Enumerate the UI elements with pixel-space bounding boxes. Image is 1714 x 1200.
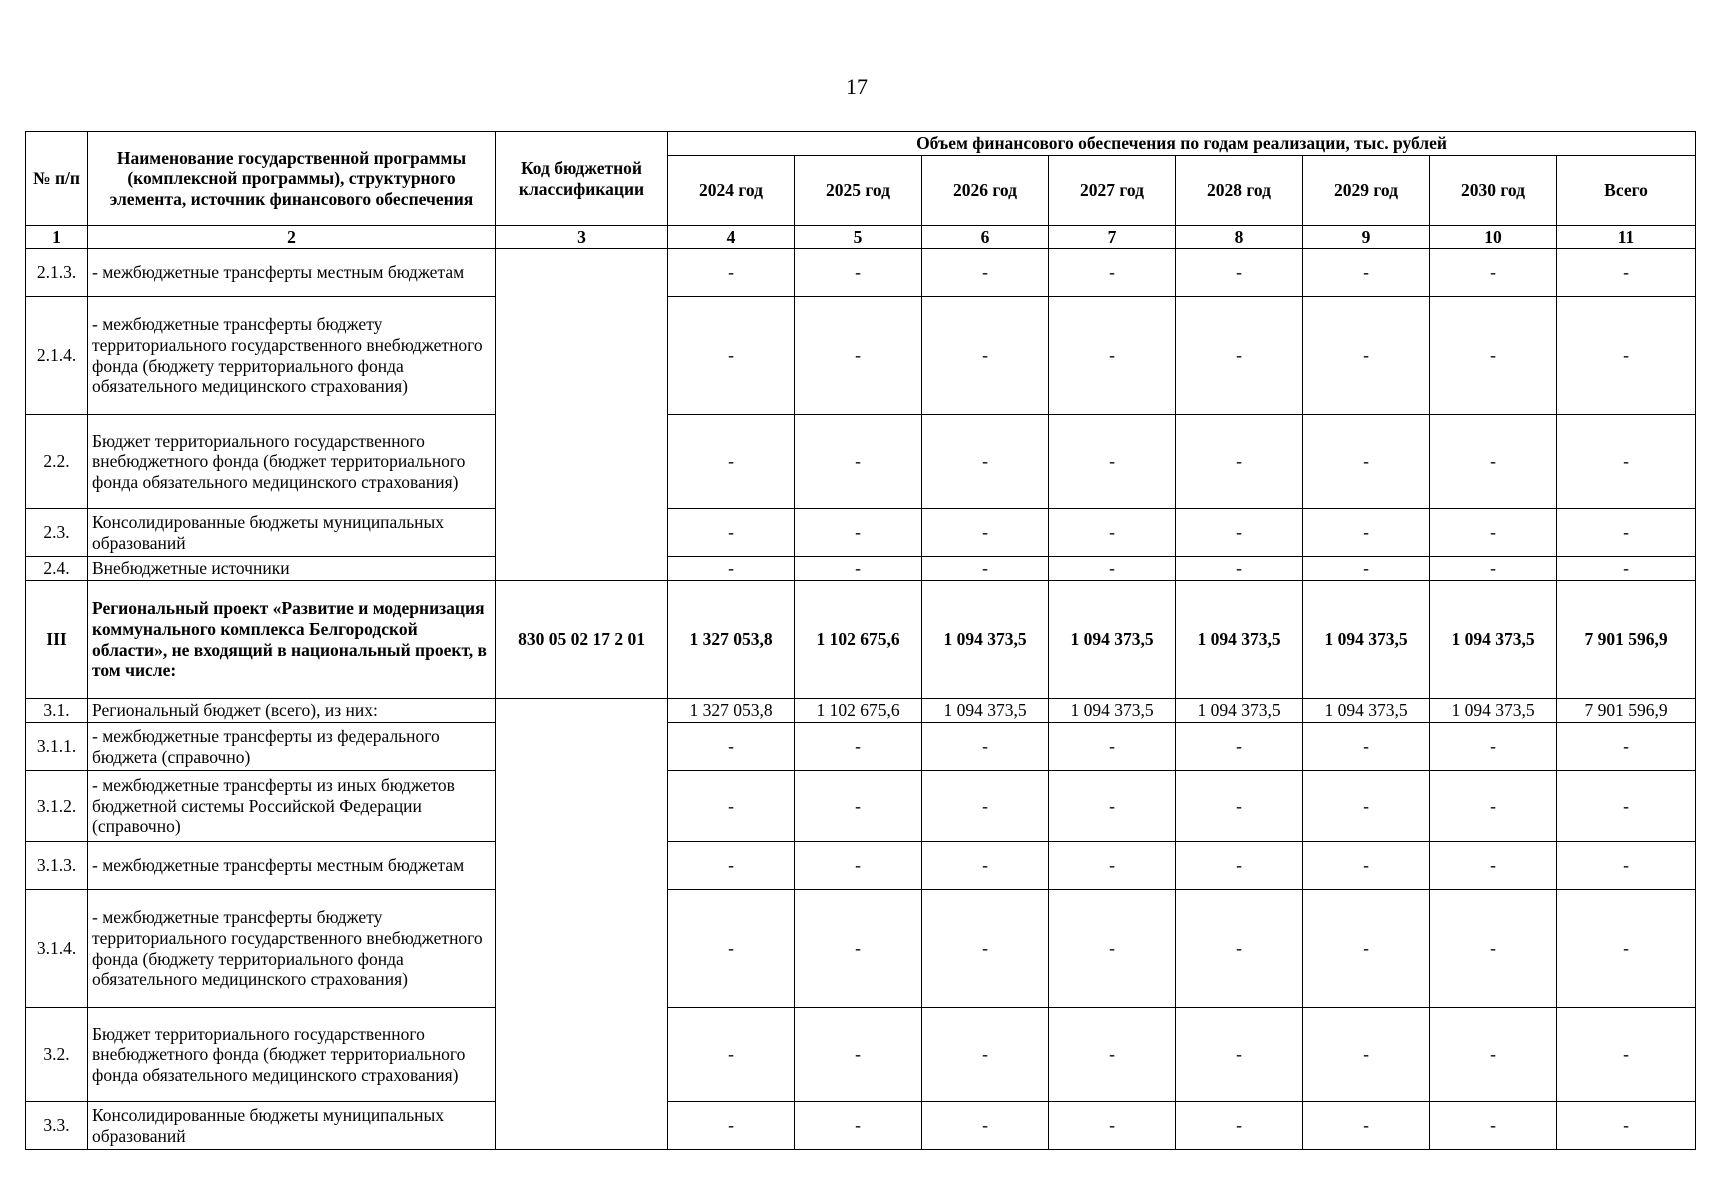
row-name: - межбюджетные трансферты бюджету территориального государственного внебюджетного фонда (бюджету территориального фонда обязательного медицинского страхования)	[88, 890, 496, 1008]
header-year: 2025 год	[795, 156, 922, 226]
row-value: -	[1049, 297, 1176, 415]
row-value: -	[795, 509, 922, 557]
row-value: 7 901 596,9	[1557, 699, 1696, 723]
row-value: -	[1049, 842, 1176, 890]
column-number: 6	[922, 226, 1049, 249]
row-value: -	[1557, 509, 1696, 557]
row-name: Бюджет территориального государственного внебюджетного фонда (бюджет территориального фонда обязательного медицинского страхования)	[88, 1008, 496, 1102]
row-value: -	[795, 1008, 922, 1102]
row-value: -	[1049, 249, 1176, 297]
header-year: 2028 год	[1176, 156, 1303, 226]
row-value: 1 094 373,5	[1303, 699, 1430, 723]
header-volume: Объем финансового обеспечения по годам реализации, тыс. рублей	[668, 132, 1696, 156]
row-value: -	[1303, 509, 1430, 557]
row-name: Внебюджетные источники	[88, 557, 496, 581]
header-total: Всего	[1557, 156, 1696, 226]
header-year: 2026 год	[922, 156, 1049, 226]
row-value: 1 094 373,5	[1176, 699, 1303, 723]
row-value: -	[1557, 1102, 1696, 1150]
row-value: -	[1176, 890, 1303, 1008]
row-value: -	[922, 1102, 1049, 1150]
row-value: -	[922, 771, 1049, 842]
row-value: -	[795, 557, 922, 581]
row-value: -	[1557, 415, 1696, 509]
row-value: -	[1557, 723, 1696, 771]
row-value: -	[922, 557, 1049, 581]
row-value: -	[1430, 842, 1557, 890]
row-value: -	[922, 297, 1049, 415]
row-value: -	[1430, 771, 1557, 842]
row-number: 3.2.	[26, 1008, 88, 1102]
row-value: -	[795, 297, 922, 415]
row-value: -	[1176, 249, 1303, 297]
row-value: 1 102 675,6	[795, 581, 922, 699]
column-number: 9	[1303, 226, 1430, 249]
row-value: -	[668, 1008, 795, 1102]
row-value: -	[1557, 890, 1696, 1008]
budget-table	[25, 131, 1696, 1150]
row-number: 3.1.1.	[26, 723, 88, 771]
row-value: 1 327 053,8	[668, 699, 795, 723]
row-value: -	[1303, 1102, 1430, 1150]
row-value: -	[795, 1102, 922, 1150]
row-value: -	[1049, 557, 1176, 581]
row-value: -	[1303, 723, 1430, 771]
row-value: -	[1430, 1008, 1557, 1102]
row-value: -	[1176, 1102, 1303, 1150]
table-row	[26, 1102, 1696, 1150]
row-value: -	[922, 723, 1049, 771]
row-value: 7 901 596,9	[1557, 581, 1696, 699]
row-number: 2.1.4.	[26, 297, 88, 415]
row-value: -	[668, 723, 795, 771]
header-year: 2027 год	[1049, 156, 1176, 226]
row-value: 1 102 675,6	[795, 699, 922, 723]
row-value: -	[1557, 842, 1696, 890]
table-row	[26, 249, 1696, 297]
row-number: 2.4.	[26, 557, 88, 581]
header-num: № п/п	[26, 132, 88, 226]
table-row	[26, 842, 1696, 890]
table-row	[26, 415, 1696, 509]
header-year: 2030 год	[1430, 156, 1557, 226]
column-number: 8	[1176, 226, 1303, 249]
row-value: -	[1430, 723, 1557, 771]
row-number: 2.2.	[26, 415, 88, 509]
column-number: 1	[26, 226, 88, 249]
row-value: -	[1557, 771, 1696, 842]
table-row	[26, 723, 1696, 771]
row-value: -	[1303, 842, 1430, 890]
row-value: -	[1303, 1008, 1430, 1102]
page-number: 17	[846, 74, 868, 99]
row-number: 3.3.	[26, 1102, 88, 1150]
row-value: -	[1049, 890, 1176, 1008]
row-value: -	[1049, 1102, 1176, 1150]
row-value: -	[1176, 771, 1303, 842]
row-value: -	[668, 1102, 795, 1150]
row-value: -	[1176, 557, 1303, 581]
row-value: -	[1430, 415, 1557, 509]
row-number: 3.1.4.	[26, 890, 88, 1008]
row-value: -	[1430, 557, 1557, 581]
table-row	[26, 509, 1696, 557]
row-value: -	[922, 509, 1049, 557]
row-number: 3.1.3.	[26, 842, 88, 890]
row-value: 1 094 373,5	[1430, 581, 1557, 699]
table-row	[26, 581, 1696, 699]
row-value: 1 094 373,5	[922, 581, 1049, 699]
row-name: - межбюджетные трансферты из иных бюджетов бюджетной системы Российской Федерации (справочно)	[88, 771, 496, 842]
row-value: -	[1303, 249, 1430, 297]
column-number: 3	[496, 226, 668, 249]
row-value: -	[1049, 509, 1176, 557]
row-value: -	[1303, 415, 1430, 509]
row-name: Региональный бюджет (всего), из них:	[88, 699, 496, 723]
row-name: Региональный проект «Развитие и модернизация коммунального комплекса Белгородской области», не входящий в национальный проект, в том числе:	[88, 581, 496, 699]
row-value: -	[1176, 842, 1303, 890]
header-name: Наименование государственной программы (комплексной программы), структурного элемента, источник финансового обеспечения	[88, 132, 496, 226]
row-value: 1 094 373,5	[1176, 581, 1303, 699]
table-row	[26, 557, 1696, 581]
row-name: Консолидированные бюджеты муниципальных образований	[88, 509, 496, 557]
row-value: -	[1049, 1008, 1176, 1102]
column-number: 7	[1049, 226, 1176, 249]
row-value: -	[668, 842, 795, 890]
row-value: -	[1430, 509, 1557, 557]
row-value: 1 094 373,5	[1303, 581, 1430, 699]
row-value: -	[1430, 1102, 1557, 1150]
row-value: -	[1303, 557, 1430, 581]
row-value: -	[795, 723, 922, 771]
row-value: -	[922, 890, 1049, 1008]
row-number: 2.1.3.	[26, 249, 88, 297]
table-row	[26, 1008, 1696, 1102]
row-value: -	[1049, 415, 1176, 509]
row-value: 1 094 373,5	[1049, 581, 1176, 699]
row-value: -	[1176, 415, 1303, 509]
row-value: -	[1430, 249, 1557, 297]
row-value: -	[1303, 771, 1430, 842]
row-value: -	[795, 415, 922, 509]
row-value: -	[668, 771, 795, 842]
column-number: 10	[1430, 226, 1557, 249]
row-value: 1 327 053,8	[668, 581, 795, 699]
column-number: 11	[1557, 226, 1696, 249]
row-name: Бюджет территориального государственного внебюджетного фонда (бюджет территориального фонда обязательного медицинского страхования)	[88, 415, 496, 509]
row-value: -	[922, 415, 1049, 509]
row-code	[496, 249, 668, 581]
column-number: 5	[795, 226, 922, 249]
row-value: -	[668, 890, 795, 1008]
row-value: 1 094 373,5	[922, 699, 1049, 723]
row-value: -	[1557, 249, 1696, 297]
row-value: -	[795, 771, 922, 842]
row-value: -	[668, 415, 795, 509]
row-value: -	[1557, 557, 1696, 581]
header-year: 2029 год	[1303, 156, 1430, 226]
row-value: -	[1430, 297, 1557, 415]
row-value: -	[1303, 890, 1430, 1008]
table-row	[26, 890, 1696, 1008]
row-name: - межбюджетные трансферты бюджету территориального государственного внебюджетного фонда (бюджету территориального фонда обязательного медицинского страхования)	[88, 297, 496, 415]
row-value: -	[922, 1008, 1049, 1102]
row-value: -	[1557, 1008, 1696, 1102]
row-number: 2.3.	[26, 509, 88, 557]
row-number: 3.1.	[26, 699, 88, 723]
row-value: 1 094 373,5	[1049, 699, 1176, 723]
row-value: -	[668, 557, 795, 581]
row-value: -	[1430, 890, 1557, 1008]
table-row	[26, 699, 1696, 723]
row-value: -	[1049, 771, 1176, 842]
header-year: 2024 год	[668, 156, 795, 226]
column-number: 4	[668, 226, 795, 249]
row-value: -	[795, 890, 922, 1008]
row-value: -	[668, 509, 795, 557]
row-value: 1 094 373,5	[1430, 699, 1557, 723]
row-name: Консолидированные бюджеты муниципальных образований	[88, 1102, 496, 1150]
header-code: Код бюджетной классификации	[496, 132, 668, 226]
row-number: 3.1.2.	[26, 771, 88, 842]
row-value: -	[1176, 723, 1303, 771]
row-value: -	[922, 249, 1049, 297]
row-name: - межбюджетные трансферты местным бюджетам	[88, 249, 496, 297]
row-value: -	[1176, 509, 1303, 557]
row-value: -	[668, 297, 795, 415]
row-value: -	[795, 249, 922, 297]
row-value: -	[1176, 297, 1303, 415]
row-value: -	[668, 249, 795, 297]
table-row	[26, 771, 1696, 842]
row-code: 830 05 02 17 2 01	[496, 581, 668, 699]
row-value: -	[922, 842, 1049, 890]
row-code	[496, 699, 668, 1150]
column-number: 2	[88, 226, 496, 249]
row-value: -	[1557, 297, 1696, 415]
row-value: -	[795, 842, 922, 890]
row-value: -	[1049, 723, 1176, 771]
table-row	[26, 297, 1696, 415]
row-name: - межбюджетные трансферты местным бюджетам	[88, 842, 496, 890]
row-value: -	[1176, 1008, 1303, 1102]
row-name: - межбюджетные трансферты из федерального бюджета (справочно)	[88, 723, 496, 771]
row-number: III	[26, 581, 88, 699]
row-value: -	[1303, 297, 1430, 415]
